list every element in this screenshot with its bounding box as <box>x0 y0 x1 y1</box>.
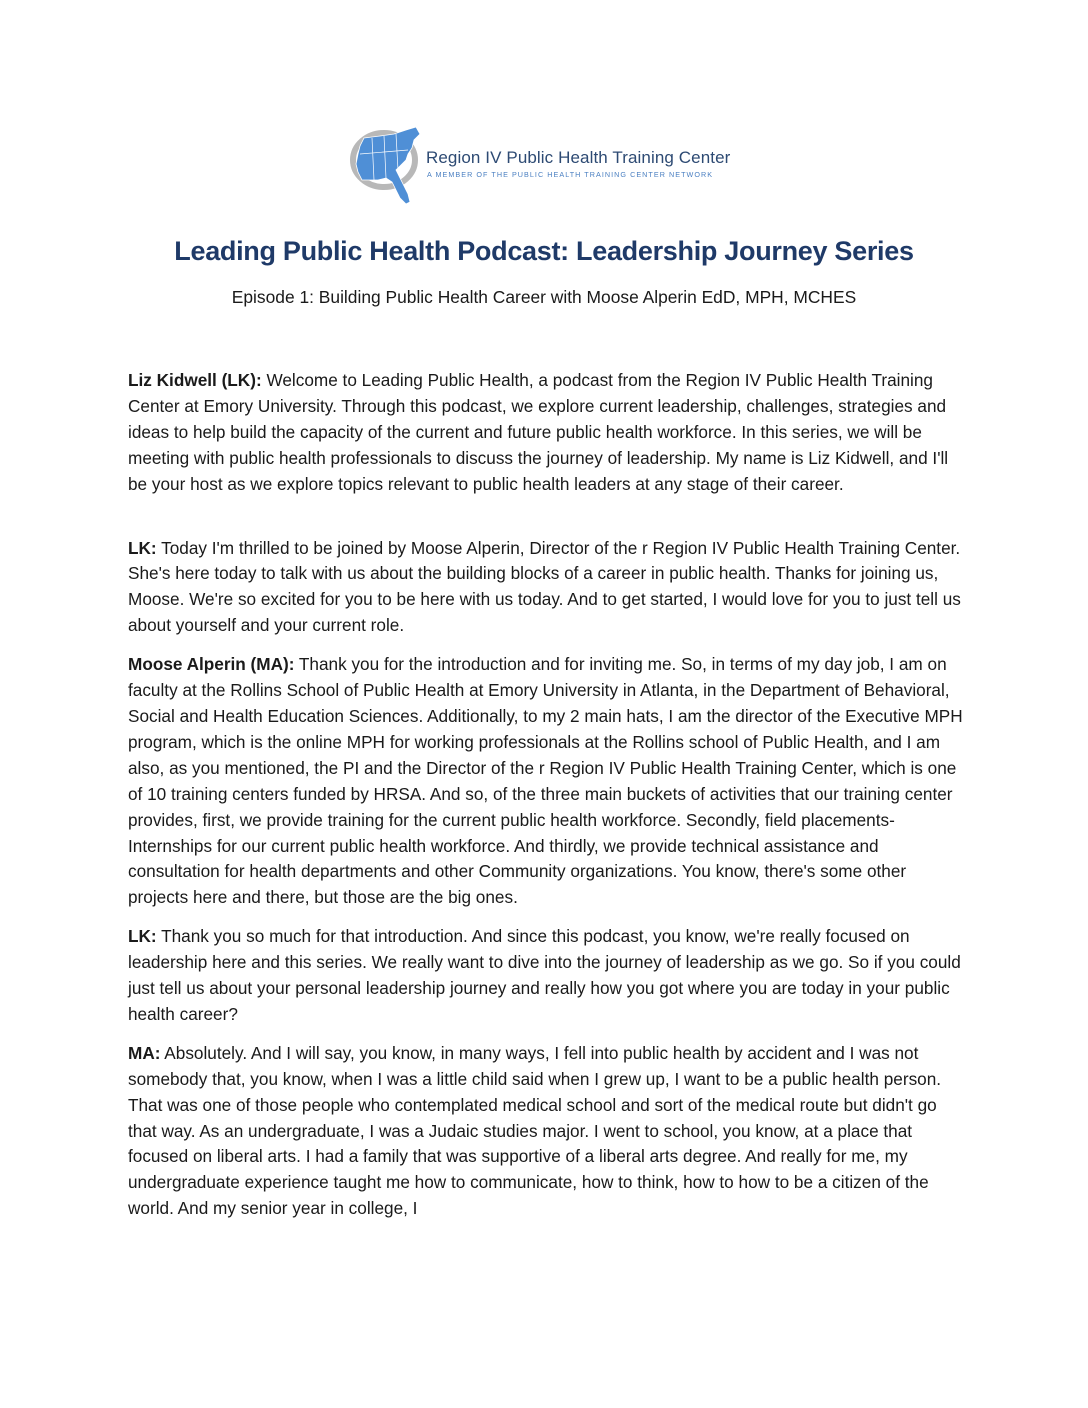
transcript-body <box>128 368 963 1235</box>
transcript-paragraph <box>128 924 963 1028</box>
speaker-label: Liz Kidwell (LK): <box>128 370 262 390</box>
paragraph-text: Absolutely. And I will say, you know, in many ways, I fell into public health by accident and I was not somebody that, you know, when I was a little child said when I grew up, I want to be a public health person. That was one of those people who contemplated medical school and sort of the medical route but didn't go that way. As an undergraduate, I was a Judaic studies major. I went to school, you know, at a place that focused on liberal arts. I had a family that was supportive of a liberal arts degree. And really for me, my undergraduate experience taught me how to communicate, how to think, how to how to be a citizen of the world. And my senior year in college, I <box>128 1042 942 1219</box>
speaker-label: LK: <box>128 926 157 947</box>
speaker-label: MA: <box>128 1042 161 1063</box>
transcript-paragraph <box>128 1041 963 1222</box>
transcript-paragraph <box>128 536 963 640</box>
organization-logo <box>350 124 750 212</box>
document-title: Leading Public Health Podcast: Leadership Journey Series <box>174 236 914 266</box>
paragraph-text: Thank you so much for that introduction. And since this podcast, you know, we're really focused on leadership here and this series. We really want to dive into the journey of leadership as we go. So if you could just tell us about your personal leadership journey and really how you got where you are today in your public health career? <box>128 926 961 1024</box>
southeast-us-map-icon <box>350 124 426 208</box>
episode-subtitle: Episode 1: Building Public Health Career with Moose Alperin EdD, MPH, MCHES <box>231 287 857 307</box>
paragraph-text: Welcome to Leading Public Health, a podcast from the Region IV Public Health Training Center at Emory University. Through this podcast, we explore current leadership, challenges, strategies and ideas to help build the capacity of the current and future public health workforce. In this series, we will be meeting with public health professionals to discuss the journey of leadership. My name is Liz Kidwell, and I'll be your host as we explore topics relevant to public health leaders at any stage of their career. <box>128 370 949 494</box>
paragraph-text: Thank you for the introduction and for inviting me. So, in terms of my day job, I am on faculty at the Rollins School of Public Health at Emory University in Atlanta, in the Department of Behavioral, Social and Health Education Sciences. Additionally, to my 2 main hats, I am the director of the Executive MPH program, which is the online MPH for working professionals at the Rollins school of Public Health, and I am also, as you mentioned, the PI and the Director of the r Region IV Public Health Training Center, which is one of 10 training centers funded by HRSA. And so, of the three main buckets of activities that our training center provides, first, we provide training for the current public health workforce. Secondly, field placements- Internships for our current public health workforce. And thirdly, we provide technical assistance and consultation for health departments and other Community organizations. You know, there's some other projects here and there, but those are the big ones. <box>128 654 963 908</box>
speaker-label: Moose Alperin (MA): <box>128 654 295 675</box>
transcript-paragraph <box>128 368 963 498</box>
paragraph-text: Today I'm thrilled to be joined by Moose Alperin, Director of the r Region IV Public Health Training Center. She's here today to talk with us about the building blocks of a career in public health. Thanks for joining us, Moose. We're so excited for you to be here with us today. And to get started, I would love for you to just tell us about yourself and your current role. <box>128 537 961 636</box>
speaker-label: LK: <box>128 537 157 558</box>
organization-tagline: A MEMBER OF THE PUBLIC HEALTH TRAINING CENTER NETWORK <box>427 170 714 179</box>
transcript-paragraph <box>128 652 963 911</box>
organization-name: Region IV Public Health Training Center <box>426 148 731 167</box>
